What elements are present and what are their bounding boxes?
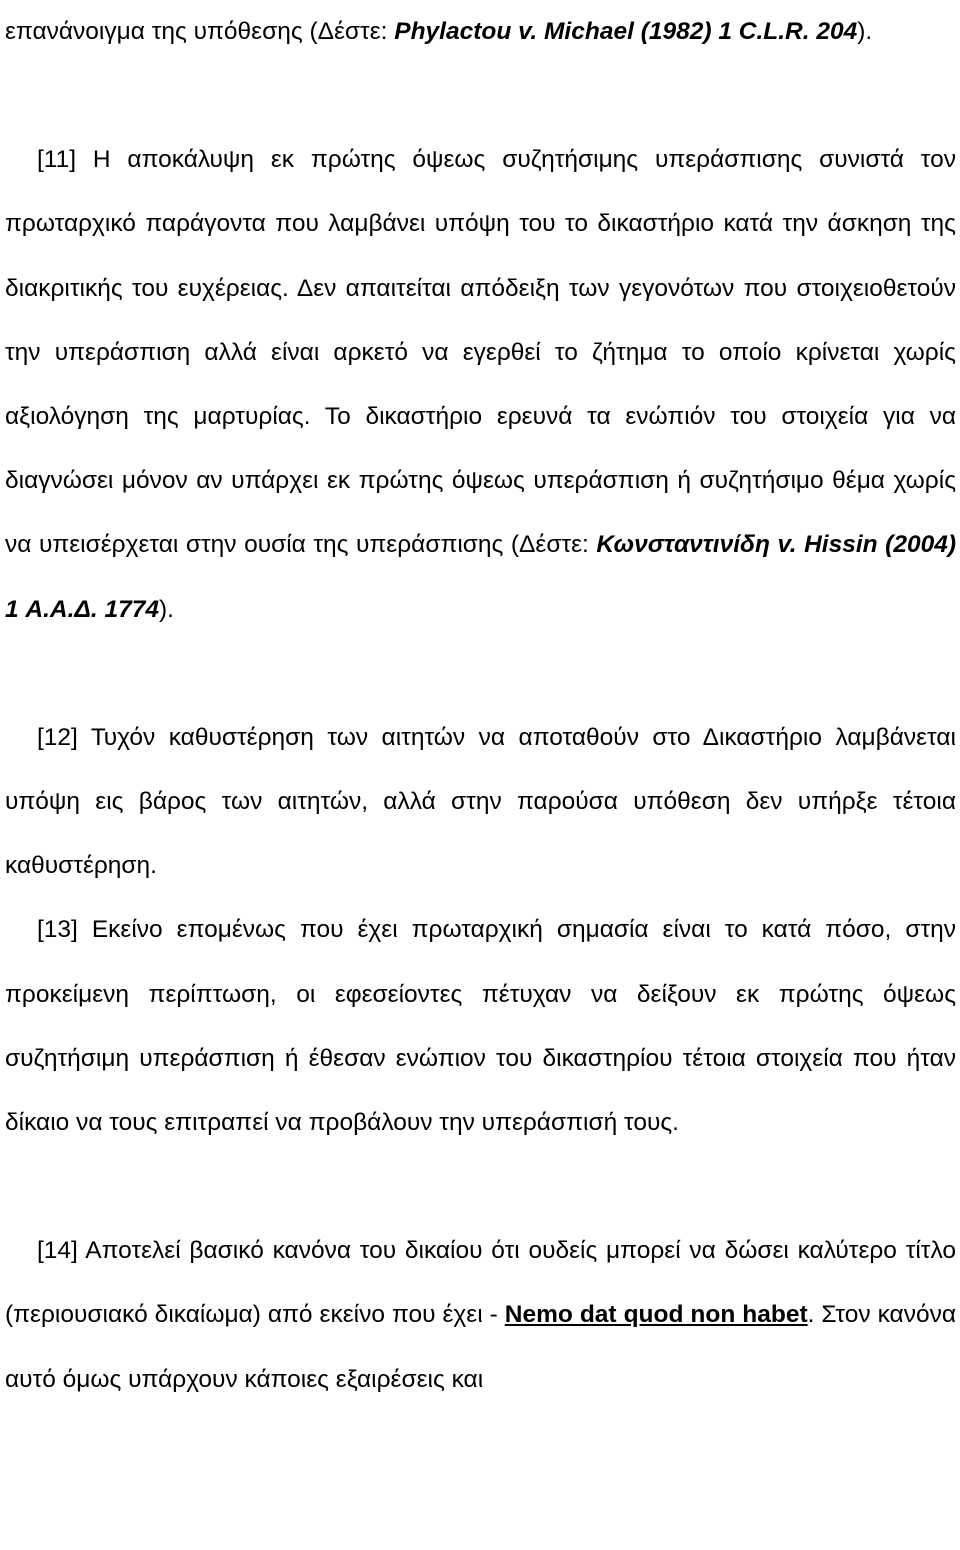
document-page: [5, 0, 956, 1412]
paragraph-13-text: [13] Εκείνο επομένως που έχει πρωταρχική σημασία είναι το κατά πόσο, στην προκείμενη περίπτωση, οι εφεσείοντες πέτυχαν να δείξουν εκ πρώτης όψεως συζητήσιμη υπεράσπιση ή έθεσαν ενώπιον του δικαστηρίου τέτοια στοιχεία που ήταν δίκαιο να τους επιτραπεί να προβάλουν την υπεράσπισή τους.: [5, 916, 956, 1137]
legal-maxim: Nemo dat quod non habet: [504, 1301, 808, 1329]
paragraph-11-end: ).: [159, 595, 174, 623]
paragraph-14: [5, 1219, 956, 1412]
paragraph-intro-text: επανάνοιγμα της υπόθεσης (Δέστε:: [5, 18, 395, 45]
paragraph-intro: [5, 0, 956, 64]
paragraph-intro-end: ).: [857, 18, 873, 45]
paragraph-11: [5, 128, 956, 642]
paragraph-12-text: [12] Τυχόν καθυστέρηση των αιτητών να αποταθούν στο Δικαστήριο λαμβάνεται υπόψη εις βάρος των αιτητών, αλλά στην παρούσα υπόθεση δεν υπήρξε τέτοια καθυστέρηση.: [5, 723, 956, 880]
paragraph-11-text: [11] Η αποκάλυψη εκ πρώτης όψεως συζητήσιμης υπεράσπισης συνιστά τον πρωταρχικό παράγοντα που λαμβάνει υπόψη του το δικαστήριο κατά την άσκηση της διακριτικής του ευχέρειας. Δεν απαιτείται απόδειξη των γεγονότων που στοιχειοθετούν την υπεράσπιση αλλά είναι αρκετό να εγερθεί το ζήτημα το οποίο κρίνεται χωρίς αξιολόγηση της μαρτυρίας. Το δικαστήριο ερευνά τα ενώπιόν του στοιχεία για να διαγνώσει μόνον αν υπάρχει εκ πρώτης όψεως υπεράσπιση ή συζητήσιμο θέμα χωρίς να υπεισέρχεται στην ουσία της υπεράσπισης (Δέστε:: [5, 146, 956, 559]
paragraph-14-end: . Στον κανόνα αυτό όμως υπάρχουν κάποιες εξαιρέσεις και: [5, 1301, 956, 1393]
case-citation: Κωνσταντινίδη v. Hissin (2004) 1 Α.Α.Δ. 1774: [5, 531, 956, 623]
paragraph-12: [5, 706, 956, 899]
paragraph-13: [5, 898, 956, 1155]
case-citation: Phylactou v. Michael (1982) 1 C.L.R. 204: [394, 18, 858, 45]
paragraph-14-text: [14] Αποτελεί βασικό κανόνα του δικαίου ότι ουδείς μπορεί να δώσει καλύτερο τίτλο (περιουσιακό δικαίωμα) από εκείνο που έχει -: [5, 1237, 956, 1329]
